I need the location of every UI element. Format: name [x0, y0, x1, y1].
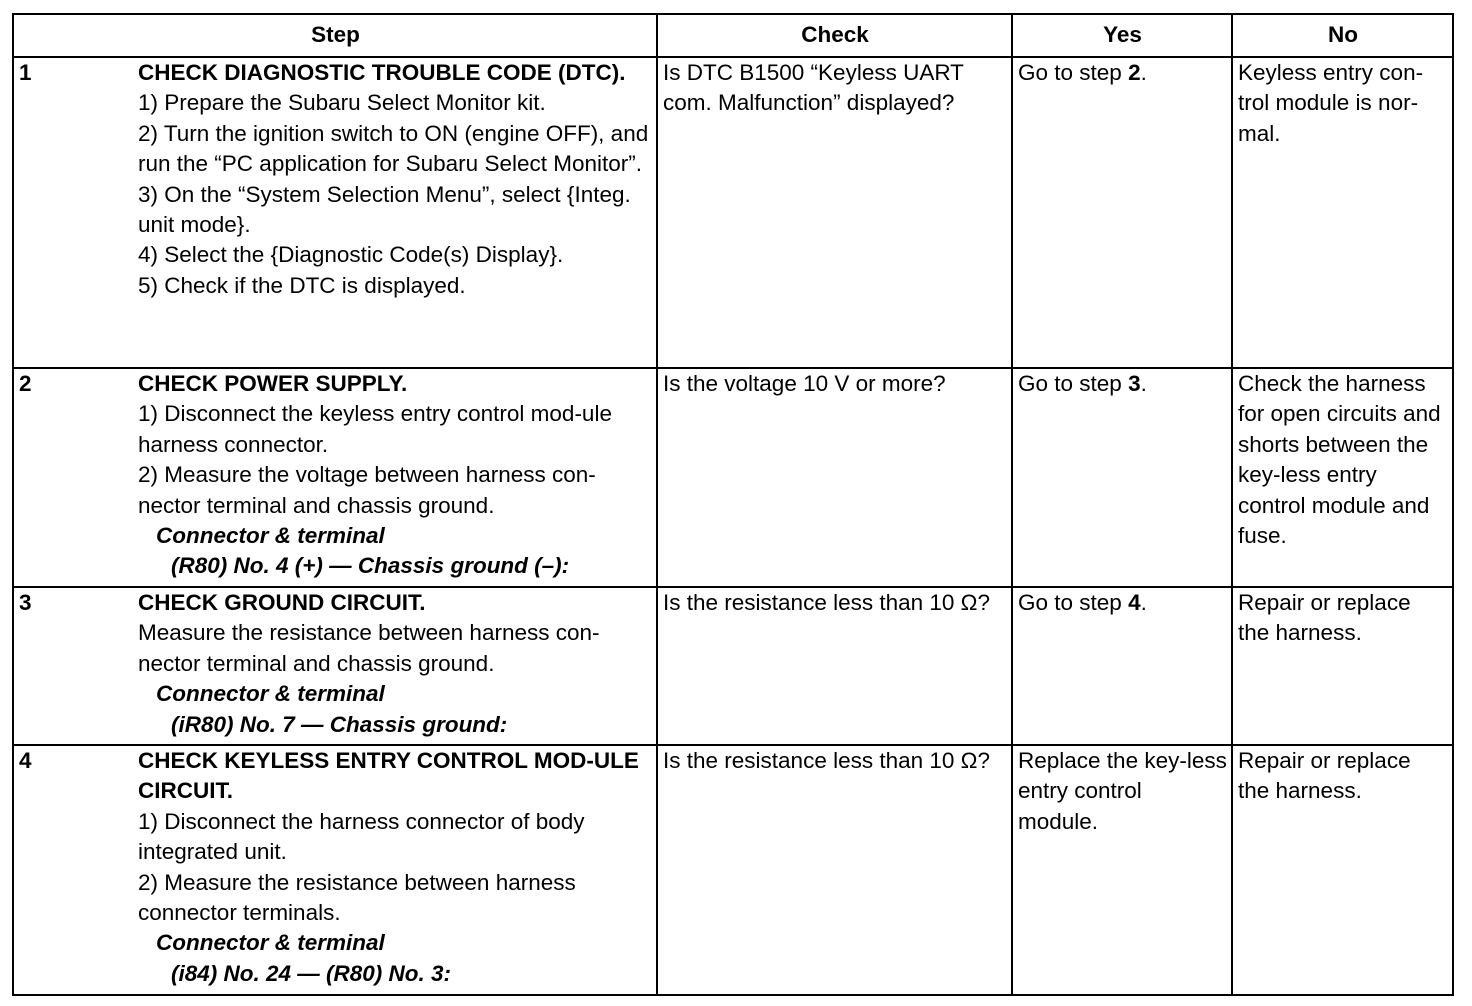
no-cell: Check the harness for open circuits and shorts between the key-less entry control module and fuse. [1232, 368, 1453, 587]
connector-label: Connector & terminal [156, 681, 385, 707]
step-instruction: 2) Measure the resistance between harness connector terminals. [138, 869, 576, 926]
step-cell [13, 587, 657, 745]
yes-step-number: 4 [1128, 590, 1141, 615]
yes-text: Go to step [1018, 590, 1129, 615]
header-check: Check [657, 14, 1012, 57]
connector-label: Connector & terminal [156, 930, 385, 956]
step-title: CHECK KEYLESS ENTRY CONTROL MOD-ULE CIRCUIT. [138, 748, 639, 804]
header-no: No [1232, 14, 1453, 57]
step-title: CHECK POWER SUPPLY. [138, 371, 408, 396]
step-instruction: 2) Turn the ignition switch to ON (engine OFF), and run the “PC application for Subaru Select Monitor”. [138, 120, 649, 177]
yes-text: Replace the key-less entry control module. [1018, 748, 1227, 834]
step-instruction: 1) Prepare the Subaru Select Monitor kit. [138, 90, 546, 116]
header-yes: Yes [1012, 14, 1232, 57]
step-cell [13, 368, 657, 587]
check-cell: Is the resistance less than 10 Ω? [657, 587, 1012, 745]
yes-step-number: 3 [1128, 371, 1141, 396]
table-row [13, 587, 1453, 745]
connector-value: (R80) No. 4 (+) — Chassis ground (–): [171, 553, 570, 579]
yes-cell [1012, 57, 1232, 368]
step-cell [13, 745, 657, 995]
yes-cell [1012, 368, 1232, 587]
table-row [13, 57, 1453, 368]
yes-step-number: 2 [1128, 60, 1141, 85]
step-instruction: 1) Disconnect the keyless entry control mod-ule harness connector. [138, 401, 612, 457]
no-cell: Keyless entry con-trol module is nor-mal. [1232, 57, 1453, 368]
step-instruction: 2) Measure the voltage between harness con-nector terminal and chassis ground. [138, 462, 596, 518]
yes-cell [1012, 587, 1232, 745]
step-title: CHECK GROUND CIRCUIT. [138, 590, 426, 615]
diagnostic-table [12, 13, 1454, 996]
yes-end: . [1140, 590, 1147, 615]
step-instruction: 4) Select the {Diagnostic Code(s) Display}. [138, 242, 564, 268]
step-number: 2 [19, 371, 32, 396]
step-cell [13, 57, 657, 368]
check-cell: Is the resistance less than 10 Ω? [657, 745, 1012, 995]
connector-value: (i84) No. 24 — (R80) No. 3: [171, 960, 452, 986]
no-cell: Repair or replace the harness. [1232, 587, 1453, 745]
step-instruction: 1) Disconnect the harness connector of body integrated unit. [138, 808, 585, 865]
step-number: 4 [19, 748, 32, 773]
yes-cell [1012, 745, 1232, 995]
step-instruction: 5) Check if the DTC is displayed. [138, 272, 466, 298]
header-row [13, 14, 1453, 57]
check-cell: Is DTC B1500 “Keyless UART com. Malfunction” displayed? [657, 57, 1012, 368]
yes-end: . [1140, 371, 1147, 396]
no-cell: Repair or replace the harness. [1232, 745, 1453, 995]
table-row [13, 745, 1453, 995]
yes-text: Go to step [1018, 60, 1129, 85]
yes-end: . [1140, 60, 1147, 85]
connector-value: (iR80) No. 7 — Chassis ground: [171, 711, 508, 737]
step-number: 3 [19, 590, 32, 615]
connector-label: Connector & terminal [156, 523, 385, 549]
step-title: CHECK DIAGNOSTIC TROUBLE CODE (DTC). [138, 60, 626, 85]
step-instruction: 3) On the “System Selection Menu”, select {Integ. unit mode}. [138, 181, 631, 238]
step-instruction: Measure the resistance between harness con-nector terminal and chassis ground. [138, 620, 600, 676]
check-cell: Is the voltage 10 V or more? [657, 368, 1012, 587]
step-number: 1 [19, 60, 32, 85]
table-row [13, 368, 1453, 587]
yes-text: Go to step [1018, 371, 1129, 396]
header-step: Step [13, 14, 657, 57]
